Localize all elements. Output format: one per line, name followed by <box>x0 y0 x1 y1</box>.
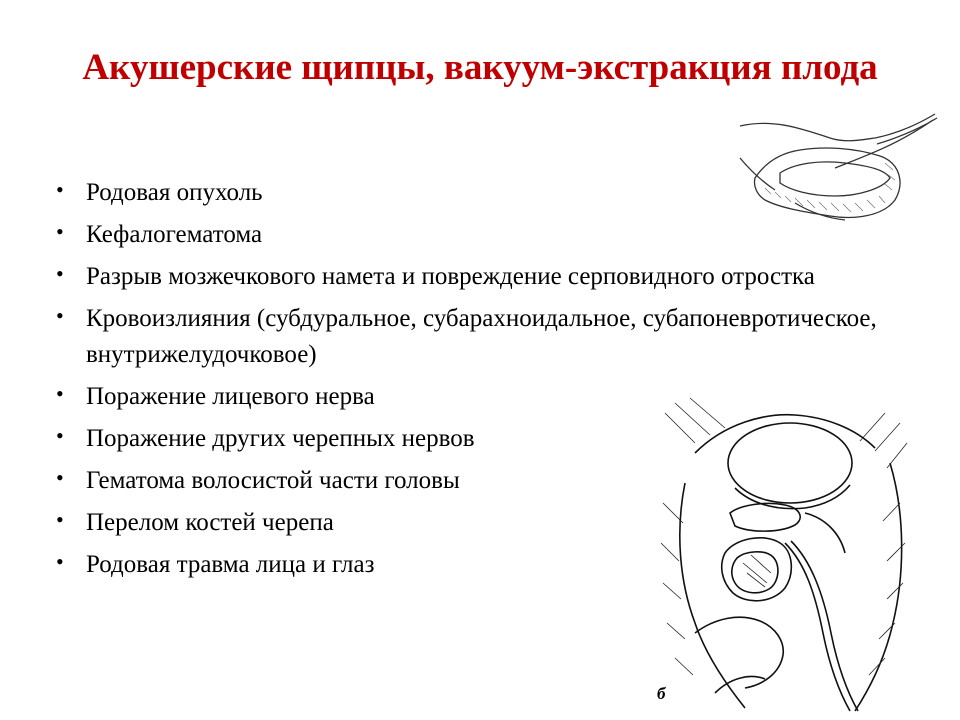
list-item <box>56 301 886 373</box>
vacuum-extraction-illustration <box>655 393 917 713</box>
bullet-text: Кефалогематома <box>86 221 263 248</box>
bullet-text: Перелом костей черепа <box>86 509 334 536</box>
bullet-text: Гематома волосистой части головы <box>86 467 460 494</box>
bullet-dot: • <box>56 177 64 202</box>
bullet-dot: • <box>56 465 64 490</box>
bullet-text: Родовая травма лица и глаз <box>86 551 375 578</box>
bullet-text: Поражение лицевого нерва <box>86 383 375 410</box>
bullet-text: Разрыв мозжечкового намета и повреждение серповидного отростка <box>86 263 815 290</box>
bullet-text: Поражение других черепных нервов <box>86 425 475 452</box>
bullet-dot: • <box>56 507 64 532</box>
bullet-dot: • <box>56 303 64 328</box>
list-item <box>56 259 886 295</box>
bullet-dot: • <box>56 219 64 244</box>
bullet-text: Родовая опухоль <box>86 179 263 206</box>
bullet-dot: • <box>56 423 64 448</box>
forceps-on-head-illustration <box>735 108 940 223</box>
bullet-dot: • <box>56 549 64 574</box>
figure-label: б <box>657 684 666 703</box>
bullet-dot: • <box>56 261 64 286</box>
bullet-text: Кровоизлияния (субдуральное, субарахноидальное, субапоневротическое, внутрижелудочковое) <box>86 305 877 368</box>
slide-title: Акушерские щипцы, вакуум-экстракция плода <box>82 47 878 88</box>
bullet-dot: • <box>56 381 64 406</box>
